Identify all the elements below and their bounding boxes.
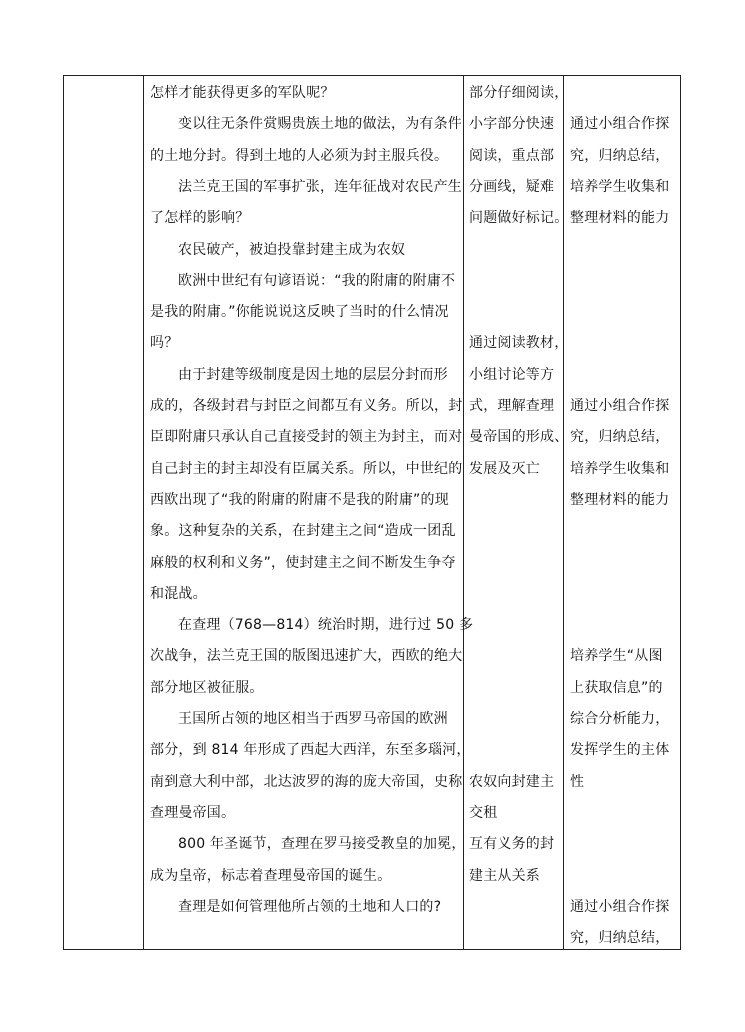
content-line: 了怎样的影响？ [150,210,250,227]
student-activity-line: 式，理解查理 [469,398,555,414]
design-intent-line: 通过小组合作探 [570,398,670,414]
content-line: 变以往无条件赏赐贵族土地的做法，为有条件 [178,116,462,133]
student-activity-line: 小组讨论等方 [469,366,555,383]
content-line: 部分，到 814 年形成了西起大西洋，东至多瑙河， [150,742,471,759]
student-activity-line: 部分仔细阅读， [469,85,569,101]
content-line: 南到意大利中部，北达波罗的海的庞大帝国，史称 [150,773,463,790]
content-line: 和混战。 [150,585,207,602]
design-intent-line: 综合分析能力， [570,711,670,727]
content-line: 西欧出现了“我的附庸的附庸不是我的附庸”的现 [150,491,449,508]
student-activity-line: 分画线，疑难 [469,178,555,195]
content-line: 成的，各级封君与封臣之间都互有义务。所以，封 [150,398,463,414]
student-activity-line: 问题做好标记。 [469,210,569,227]
content-line: 自己封主的封主却没有臣属关系。所以，中世纪的 [150,460,463,477]
design-intent-line: 通过小组合作探 [570,116,670,133]
student-activity-line: 曼帝国的形成、 [469,429,569,446]
design-intent-line: 通过小组合作探 [570,898,670,915]
lesson-table [63,75,681,950]
content-line: 农民破产，被迫投靠封建主成为农奴 [178,241,406,258]
design-intent-line: 培养学生收集和 [570,178,670,195]
content-line: 是我的附庸。”你能说说这反映了当时的什么情况 [150,304,449,321]
student-activity-line: 通过阅读教材， [469,335,569,352]
column-divider [143,76,144,949]
student-activity-line: 农奴向封建主 [469,773,555,790]
content-line: 麻般的权利和义务”，使封建主之间不断发生争夺 [150,554,456,571]
student-activity-line: 交租 [469,804,498,821]
design-intent-line: 发挥学生的主体 [570,742,670,759]
student-activity-line: 发展及灭亡 [469,460,540,477]
content-line: 象。这种复杂的关系，在封建主之间“造成一团乱 [150,523,456,540]
content-line: 次战争，法兰克王国的版图迅速扩大，西欧的绝大 [150,648,463,665]
design-intent-line: 究，归纳总结， [570,930,670,947]
content-line: 查理曼帝国。 [150,804,236,821]
design-intent-line: 性 [570,773,585,790]
student-activity-line: 小字部分快速 [469,116,555,133]
content-line: 的土地分封。得到土地的人必须为封主服兵役。 [150,147,449,164]
design-intent-line: 整理材料的能力 [570,491,670,508]
content-line: 由于封建等级制度是因土地的层层分封而形 [178,366,448,383]
content-line: 法兰克王国的军事扩张，连年征战对农民产生 [178,178,462,195]
design-intent-line: 培养学生收集和 [570,460,670,477]
content-line: 800 年圣诞节，查理在罗马接受教皇的加冕， [178,836,466,853]
design-intent-line: 培养学生“从图 [570,648,663,665]
content-line: 查理是如何管理他所占领的土地和人口的? [178,898,442,915]
content-line: 部分地区被征服。 [150,679,264,696]
student-activity-line: 阅读，重点部 [469,147,555,164]
student-activity-line: 互有义务的封 [469,836,555,853]
content-line: 成为皇帝，标志着查理曼帝国的诞生。 [150,867,392,884]
content-line: 在查理（768—814）统治时期，进行过 50 多 [178,617,474,634]
design-intent-line: 究，归纳总结， [570,147,670,164]
content-line: 臣即附庸只承认自己直接受封的领主为封主，而对 [150,429,463,446]
student-activity-line: 建主从关系 [469,867,540,884]
design-intent-line: 整理材料的能力 [570,210,670,227]
content-line: 王国所占领的地区相当于西罗马帝国的欧洲 [178,711,448,727]
content-line: 吗？ [150,335,179,352]
content-line: 怎样才能获得更多的军队呢？ [150,85,335,101]
column-divider [463,76,464,949]
design-intent-line: 上获取信息”的 [570,679,663,696]
design-intent-line: 究，归纳总结， [570,429,670,446]
content-line: 欧洲中世纪有句谚语说：“我的附庸的附庸不 [178,272,456,289]
